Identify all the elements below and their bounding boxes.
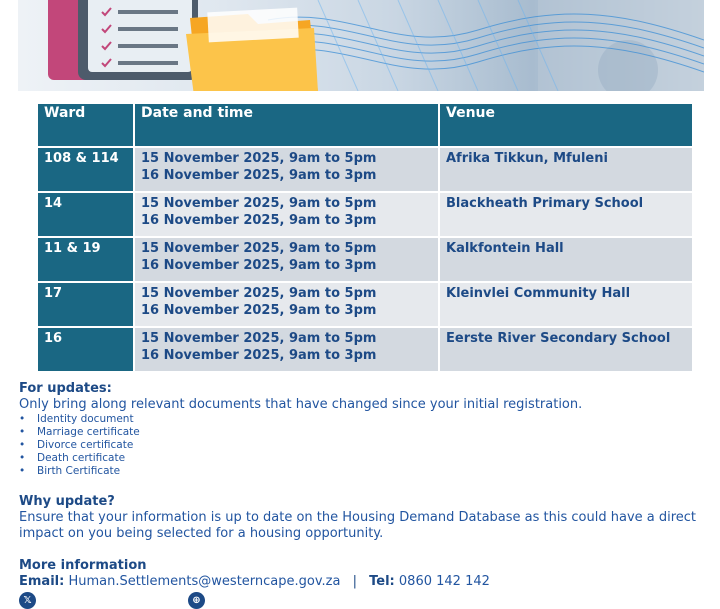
table-row: [38, 148, 692, 193]
date-line: 15 November 2025, 9am to 5pm: [141, 196, 377, 211]
header-banner: [18, 0, 704, 91]
date-cell: [135, 328, 440, 373]
date-cell: [135, 238, 440, 283]
contact-line: [19, 574, 699, 590]
ward-cell: 17: [38, 283, 135, 328]
venue-cell: Blackheath Primary School: [440, 193, 692, 238]
date-line: 16 November 2025, 9am to 3pm: [141, 213, 377, 228]
ward-cell: 11 & 19: [38, 238, 135, 283]
table-row: [38, 328, 692, 373]
more-info-heading: More information: [19, 558, 147, 573]
header-ward: Ward: [38, 104, 135, 148]
registration-schedule-table: [38, 104, 692, 373]
table-row: [38, 193, 692, 238]
venue-cell: Kalkfontein Hall: [440, 238, 692, 283]
date-line: 15 November 2025, 9am to 5pm: [141, 241, 377, 256]
ward-cell: 14: [38, 193, 135, 238]
venue-cell: Kleinvlei Community Hall: [440, 283, 692, 328]
venue-cell: Eerste River Secondary School: [440, 328, 692, 373]
separator: |: [352, 574, 357, 589]
list-item: • Divorce certificate: [19, 439, 699, 452]
date-cell: [135, 283, 440, 328]
folder-icon: [186, 8, 318, 91]
tel-number[interactable]: 0860 142 142: [398, 574, 490, 589]
documents-list: [19, 413, 699, 478]
updates-intro: Only bring along relevant documents that have changed since your initial registration.: [19, 397, 583, 412]
list-item: • Identity document: [19, 413, 699, 426]
tel-label: Tel:: [369, 574, 395, 589]
why-update-heading: Why update?: [19, 494, 115, 509]
date-line: 15 November 2025, 9am to 5pm: [141, 286, 377, 301]
social-row: [19, 592, 205, 609]
ward-cell: 16: [38, 328, 135, 373]
date-line: 15 November 2025, 9am to 5pm: [141, 331, 377, 346]
table-row: [38, 238, 692, 283]
table-header-row: [38, 104, 692, 148]
date-cell: [135, 148, 440, 193]
clipboard-checklist-icon: [48, 0, 198, 80]
globe-icon[interactable]: ⊕: [188, 592, 205, 609]
date-line: 16 November 2025, 9am to 3pm: [141, 348, 377, 363]
venue-cell: Afrika Tikkun, Mfuleni: [440, 148, 692, 193]
header-date-and-time: Date and time: [135, 104, 440, 148]
why-update-body: Ensure that your information is up to date on the Housing Demand Database as this could have a direct impact on you being selected for a housing opportunity.: [19, 510, 697, 541]
updates-heading: For updates:: [19, 381, 112, 396]
updates-section: [19, 381, 699, 478]
list-item: • Death certificate: [19, 452, 699, 465]
table-row: [38, 283, 692, 328]
email-link[interactable]: Human.Settlements@westerncape.gov.za: [68, 574, 341, 589]
x-social-icon[interactable]: 𝕏: [19, 592, 36, 609]
date-cell: [135, 193, 440, 238]
date-line: 16 November 2025, 9am to 3pm: [141, 168, 377, 183]
ward-cell: 108 & 114: [38, 148, 135, 193]
date-line: 16 November 2025, 9am to 3pm: [141, 303, 377, 318]
list-item: • Marriage certificate: [19, 426, 699, 439]
email-label: Email:: [19, 574, 65, 589]
header-venue: Venue: [440, 104, 692, 148]
date-line: 15 November 2025, 9am to 5pm: [141, 151, 377, 166]
why-update-section: [19, 494, 699, 542]
more-information-section: [19, 558, 699, 590]
date-line: 16 November 2025, 9am to 3pm: [141, 258, 377, 273]
list-item: • Birth Certificate: [19, 465, 699, 478]
